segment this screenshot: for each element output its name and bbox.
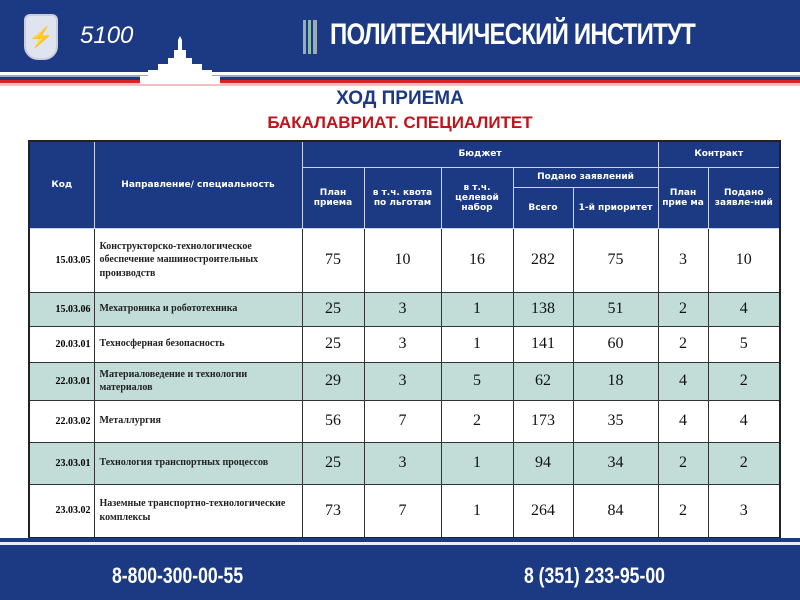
row-target: 1: [441, 484, 513, 538]
row-code: 15.03.06: [29, 292, 94, 326]
row-quota: 7: [364, 484, 441, 538]
row-contract-plan: 2: [658, 292, 708, 326]
row-total: 173: [513, 400, 573, 442]
row-first-priority: 34: [573, 442, 658, 484]
phone-local: 8 (351) 233-95-00: [524, 563, 665, 588]
table-row: [29, 362, 780, 400]
brand-bars: [303, 20, 317, 54]
row-direction: Технология транспортных процессов: [94, 442, 302, 484]
row-total: 264: [513, 484, 573, 538]
row-contract-plan: 2: [658, 484, 708, 538]
header-plan: План приема: [302, 167, 364, 228]
row-first-priority: 84: [573, 484, 658, 538]
row-quota: 3: [364, 292, 441, 326]
row-plan: 25: [302, 442, 364, 484]
header-submitted: Подано заявлений: [513, 167, 658, 187]
header-first-priority: 1-й приоритет: [573, 187, 658, 228]
row-quota: 3: [364, 442, 441, 484]
row-target: 2: [441, 400, 513, 442]
row-contract-plan: 3: [658, 228, 708, 292]
row-first-priority: 51: [573, 292, 658, 326]
table-row: [29, 484, 780, 538]
row-direction: Материаловедение и технологии материалов: [94, 362, 302, 400]
row-total: 138: [513, 292, 573, 326]
header-code: Код: [29, 141, 94, 228]
row-quota: 7: [364, 400, 441, 442]
table-row: [29, 442, 780, 484]
row-total: 94: [513, 442, 573, 484]
row-code: 22.03.02: [29, 400, 94, 442]
row-first-priority: 18: [573, 362, 658, 400]
row-code: 23.03.02: [29, 484, 94, 538]
row-contract-plan: 2: [658, 442, 708, 484]
emblem-icon: ⚡: [24, 14, 58, 60]
row-total: 62: [513, 362, 573, 400]
row-contract-submitted: 2: [708, 362, 780, 400]
table-row: [29, 400, 780, 442]
header-quota: в т.ч. квота по льготам: [364, 167, 441, 228]
row-plan: 56: [302, 400, 364, 442]
header-contract: Контракт: [658, 141, 780, 167]
row-plan: 25: [302, 326, 364, 362]
table-row: [29, 326, 780, 362]
row-contract-submitted: 4: [708, 400, 780, 442]
brand-name: ПОЛИТЕХНИЧЕСКИЙ ИНСТИТУТ: [330, 18, 695, 51]
flag-stripes: [0, 72, 800, 86]
row-contract-plan: 2: [658, 326, 708, 362]
row-plan: 29: [302, 362, 364, 400]
header-contract-plan: План прие ма: [658, 167, 708, 228]
row-quota: 3: [364, 326, 441, 362]
row-first-priority: 60: [573, 326, 658, 362]
row-code: 23.03.01: [29, 442, 94, 484]
row-direction: Мехатроника и робототехника: [94, 292, 302, 326]
row-plan: 73: [302, 484, 364, 538]
row-contract-plan: 4: [658, 400, 708, 442]
header-budget: Бюджет: [302, 141, 658, 167]
row-first-priority: 35: [573, 400, 658, 442]
row-direction: Металлургия: [94, 400, 302, 442]
row-contract-submitted: 3: [708, 484, 780, 538]
page-subtitle: БАКАЛАВРИАТ. СПЕЦИАЛИТЕТ: [267, 113, 533, 132]
row-target: 1: [441, 326, 513, 362]
header-contract-submitted: Подано заявле-ний: [708, 167, 780, 228]
header-direction: Направление/ специальность: [94, 141, 302, 228]
row-target: 1: [441, 292, 513, 326]
row-total: 282: [513, 228, 573, 292]
row-plan: 25: [302, 292, 364, 326]
table-row: [29, 292, 780, 326]
row-direction: Конструкторско-технологическое обеспечение машиностроительных производств: [94, 228, 302, 292]
row-plan: 75: [302, 228, 364, 292]
logo-5100: 5100: [80, 22, 134, 49]
building-icon: [140, 36, 230, 84]
row-target: 1: [441, 442, 513, 484]
row-code: 22.03.01: [29, 362, 94, 400]
row-contract-submitted: 4: [708, 292, 780, 326]
page-title: ХОД ПРИЕМА: [336, 88, 464, 109]
admission-table: [28, 140, 781, 539]
header-total: Всего: [513, 187, 573, 228]
row-direction: Техносферная безопасность: [94, 326, 302, 362]
table-row: [29, 228, 780, 292]
row-total: 141: [513, 326, 573, 362]
row-contract-plan: 4: [658, 362, 708, 400]
header-target: в т.ч. целевой набор: [441, 167, 513, 228]
row-code: 15.03.05: [29, 228, 94, 292]
row-target: 5: [441, 362, 513, 400]
row-contract-submitted: 5: [708, 326, 780, 362]
row-contract-submitted: 2: [708, 442, 780, 484]
row-direction: Наземные транспортно-технологические комплексы: [94, 484, 302, 538]
row-code: 20.03.01: [29, 326, 94, 362]
phone-tollfree: 8-800-300-00-55: [112, 563, 244, 588]
row-quota: 3: [364, 362, 441, 400]
row-target: 16: [441, 228, 513, 292]
row-contract-submitted: 10: [708, 228, 780, 292]
row-first-priority: 75: [573, 228, 658, 292]
row-quota: 10: [364, 228, 441, 292]
footer-stripes: [0, 538, 800, 550]
